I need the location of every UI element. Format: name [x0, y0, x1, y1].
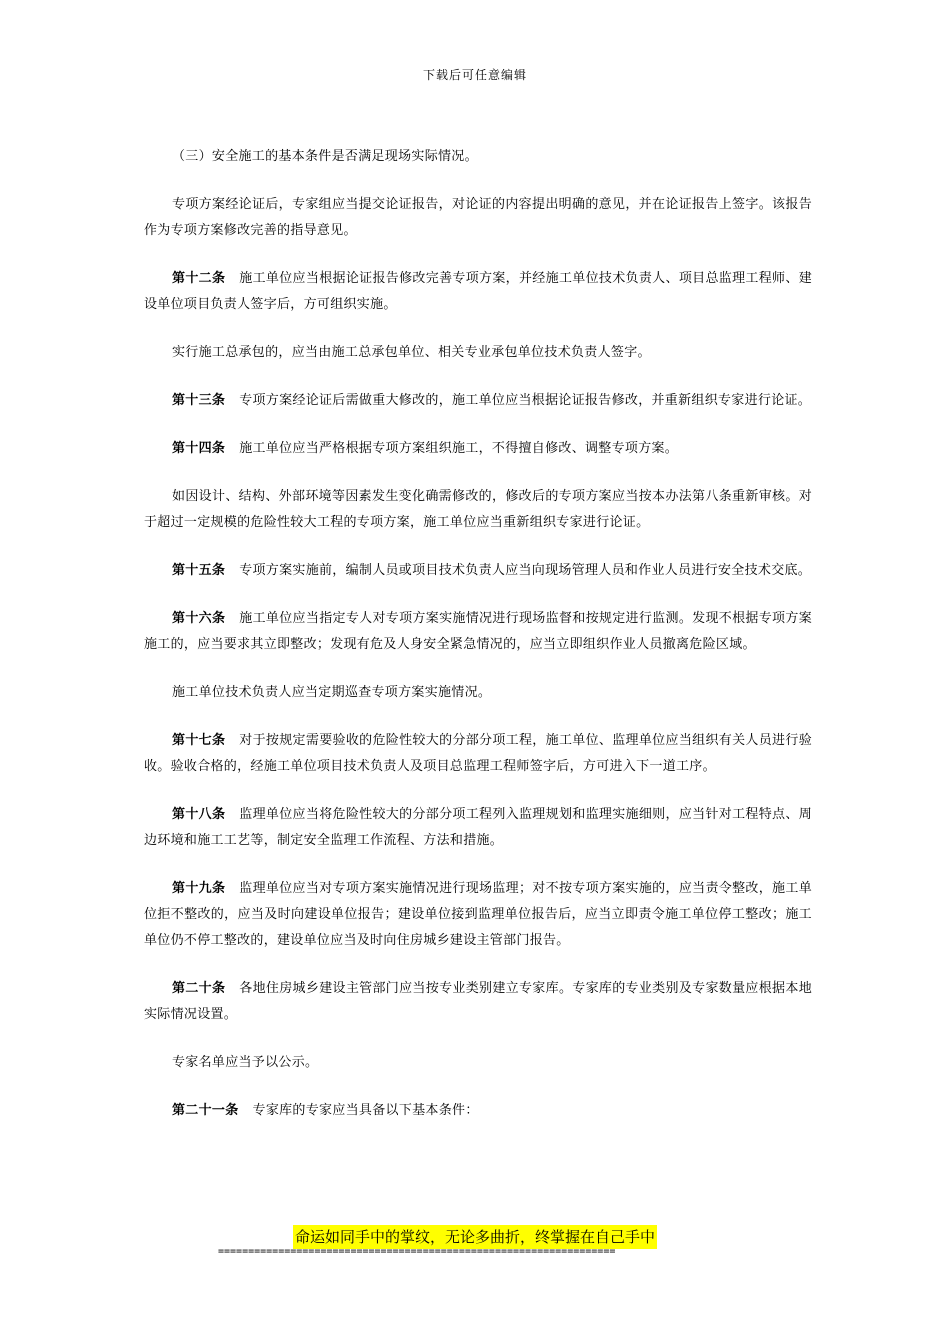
paragraph — [144, 680, 812, 706]
paragraph — [144, 192, 812, 244]
paragraph-text: 各地住房城乡建设主管部门应当按专业类别建立专家库。专家库的专业类别及专家数量应根据本地实际情况设置。 — [144, 981, 812, 1022]
paragraph-text: 施工单位应当严格根据专项方案组织施工，不得擅自修改、调整专项方案。 — [239, 441, 679, 456]
paragraph — [144, 1050, 812, 1076]
paragraph — [144, 1098, 812, 1124]
paragraph-text: 专家库的专家应当具备以下基本条件： — [252, 1103, 479, 1118]
paragraph — [144, 876, 812, 954]
paragraph — [144, 388, 812, 414]
article-label: 第十六条 — [172, 611, 226, 626]
article-label: 第十九条 — [172, 881, 226, 896]
paragraph-text: 监理单位应当对专项方案实施情况进行现场监理；对不按专项方案实施的，应当责令整改，施工单位拒不整改的，应当及时向建设单位报告；建设单位接到监理单位报告后，应当立即责令施工单位停工整改；施工单位仍不停工整改的，建设单位应当及时向住房城乡建设主管部门报告。 — [144, 881, 812, 948]
paragraph-text: 监理单位应当将危险性较大的分部分项工程列入监理规划和监理实施细则，应当针对工程特点、周边环境和施工工艺等，制定安全监理工作流程、方法和措施。 — [144, 807, 812, 848]
article-label: 第二十一条 — [172, 1103, 239, 1118]
paragraph — [144, 144, 812, 170]
article-label: 第十五条 — [172, 563, 226, 578]
paragraph — [144, 606, 812, 658]
paragraph-text: （三）安全施工的基本条件是否满足现场实际情况。 — [172, 149, 478, 164]
paragraph-text: 实行施工总承包的，应当由施工总承包单位、相关专业承包单位技术负责人签字。 — [172, 345, 651, 360]
article-label: 第十四条 — [172, 441, 226, 456]
paragraph — [144, 340, 812, 366]
paragraph — [144, 728, 812, 780]
paragraph — [144, 802, 812, 854]
article-label: 第二十条 — [172, 981, 226, 996]
paragraph-text: 施工单位应当指定专人对专项方案实施情况进行现场监督和按规定进行监测。发现不根据专项方案施工的，应当要求其立即整改；发现有危及人身安全紧急情况的，应当立即组织作业人员撤离危险区域。 — [144, 611, 812, 652]
paragraph — [144, 436, 812, 462]
article-label: 第十八条 — [172, 807, 226, 822]
paragraph — [144, 266, 812, 318]
paragraph-text: 如因设计、结构、外部环境等因素发生变化确需修改的，修改后的专项方案应当按本办法第八条重新审核。对于超过一定规模的危险性较大工程的专项方案，施工单位应当重新组织专家进行论证。 — [144, 489, 812, 530]
paragraph — [144, 976, 812, 1028]
article-label: 第十七条 — [172, 733, 226, 748]
paragraph-text: 专项方案经论证后需做重大修改的，施工单位应当根据论证报告修改，并重新组织专家进行论证。 — [239, 393, 812, 408]
paragraph — [144, 558, 812, 584]
paragraph-text: 专项方案经论证后，专家组应当提交论证报告，对论证的内容提出明确的意见，并在论证报告上签字。该报告作为专项方案修改完善的指导意见。 — [144, 197, 812, 238]
paragraph-text: 专项方案实施前，编制人员或项目技术负责人应当向现场管理人员和作业人员进行安全技术交底。 — [239, 563, 812, 578]
paragraph-text: 专家名单应当予以公示。 — [172, 1055, 319, 1070]
page-header: 下载后可任意编辑 — [422, 68, 527, 82]
document-body — [144, 144, 812, 1146]
paragraph — [144, 484, 812, 536]
paragraph-text: 施工单位应当根据论证报告修改完善专项方案，并经施工单位技术负责人、项目总监理工程师、建设单位项目负责人签字后，方可组织实施。 — [144, 271, 812, 312]
article-label: 第十三条 — [172, 393, 226, 408]
paragraph-text: 对于按规定需要验收的危险性较大的分部分项工程，施工单位、监理单位应当组织有关人员进行验收。验收合格的，经施工单位项目技术负责人及项目总监理工程师签字后，方可进入下一道工序。 — [144, 733, 812, 774]
article-label: 第十二条 — [172, 271, 226, 286]
footer-divider: ================================================================== — [218, 1246, 616, 1257]
footer-motto: 命运如同手中的掌纹，无论多曲折，终掌握在自己手中 — [293, 1225, 657, 1249]
paragraph-text: 施工单位技术负责人应当定期巡查专项方案实施情况。 — [172, 685, 492, 700]
